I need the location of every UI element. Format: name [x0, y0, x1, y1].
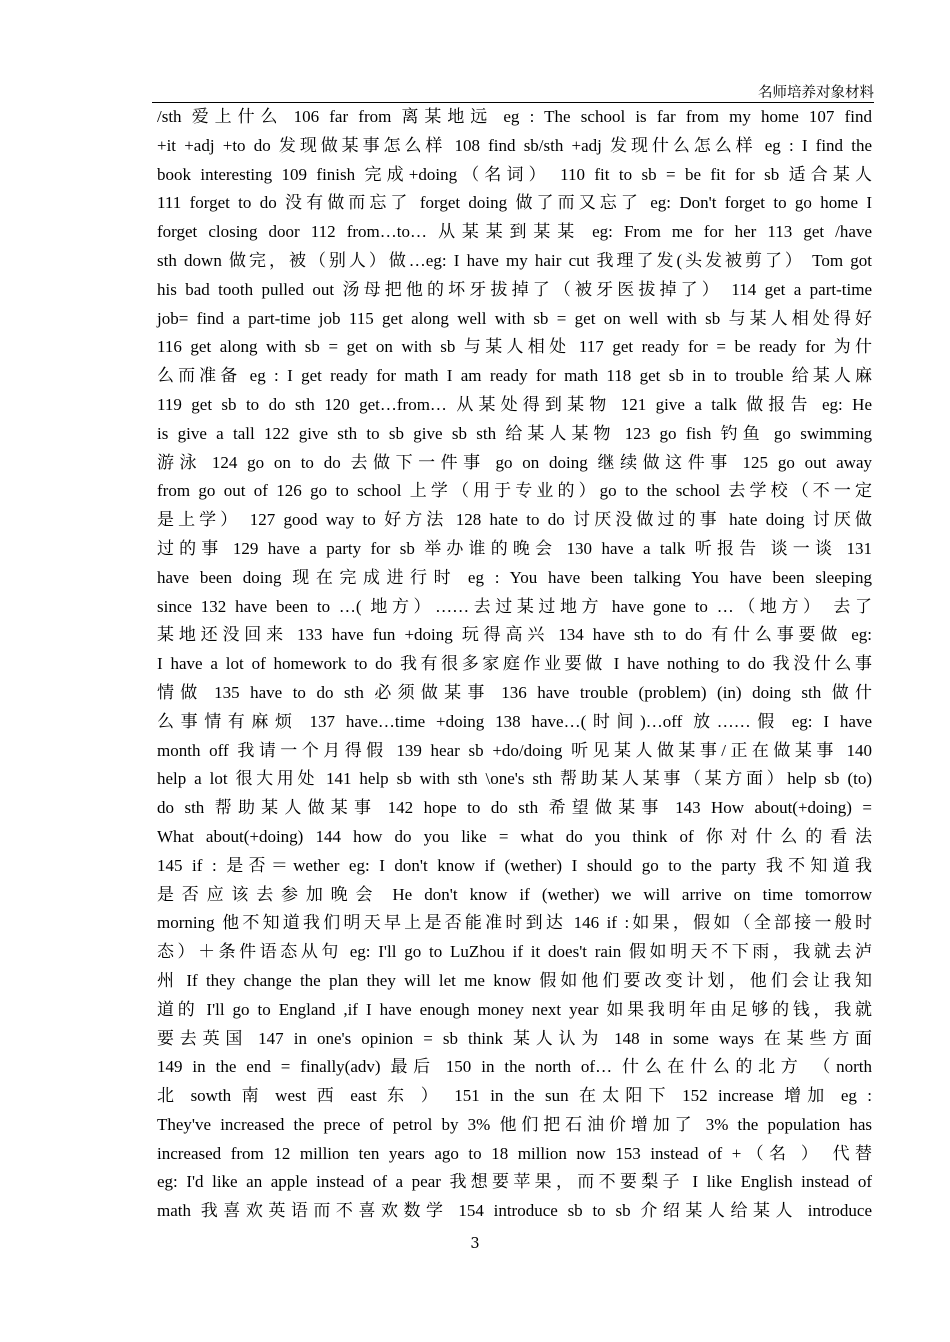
page-header — [152, 78, 874, 103]
text-line: 119 get sb to do sth 120 get…from… 从某处得到某物 121 give a talk 做报告 eg: He — [157, 394, 872, 414]
text-line: 是上学） 127 good way to 好方法 128 hate to do 讨厌没做过的事 hate doing 讨厌做 — [157, 510, 872, 530]
text-line: increased from 12 million ten years ago to 18 million now 153 instead of +（名 ） 代替 — [157, 1143, 872, 1163]
text-line: eg: I'd like an apple instead of a pear 我想要苹果，而不要梨子 I like English instead of — [157, 1172, 872, 1192]
text-line: 是否应该去参加晚会 He don't know if (wether) we will arrive on time tomorrow — [157, 884, 872, 904]
text-line: 么事情有麻烦 137 have…time +doing 138 have…(时间)…off 放……假 eg: I have — [157, 711, 872, 731]
text-line: +it +adj +to do 发现做某事怎么样 108 find sb/sth +adj 发现什么怎么样 eg : I find the — [157, 135, 872, 155]
text-line: 么而准备 eg : I get ready for math I am ready for math 118 get sb in to trouble 给某人麻 — [157, 366, 872, 386]
text-line: math 我喜欢英语而不喜欢数学 154 introduce sb to sb 介绍某人给某人 introduce — [157, 1201, 872, 1221]
text-line: 州 If they change the plan they will let me know 假如他们要改变计划，他们会让我知 — [157, 970, 872, 990]
page-number: 3 — [470, 1236, 480, 1252]
text-line: 149 in the end = finally(adv) 最后 150 in the north of… 什么在什么的北方 （north — [157, 1057, 872, 1077]
text-line: 要去英国 147 in one's opinion = sb think 某人认为 148 in some ways 在某些方面 — [157, 1028, 872, 1048]
text-line: morning 他不知道我们明天早上是否能准时到达 146 if :如果，假如（全部接一般时 — [157, 913, 872, 933]
text-line: 道的 I'll go to England ,if I have enough money next year 如果我明年由足够的钱，我就 — [157, 999, 872, 1019]
text-line: forget closing door 112 from…to… 从某某到某某 eg: From me for her 113 get /have — [157, 222, 872, 242]
text-line: /sth 爱上什么 106 far from 离某地远 eg : The school is far from my home 107 find — [157, 107, 872, 126]
text-line: help a lot 很大用处 141 help sb with sth \one's sth 帮助某人某事（某方面）help sb (to) — [157, 769, 872, 789]
text-line: since 132 have been to …( 地方）……去过某过地方 have gone to …（地方） 去了 — [157, 596, 872, 616]
text-line: 游泳 124 go on to do 去做下一件事 go on doing 继续做这件事 125 go out away — [157, 452, 872, 472]
text-line: month off 我请一个月得假 139 hear sb +do/doing 听见某人做某事/正在做某事 140 — [157, 740, 872, 760]
text-line: job= find a part-time job 115 get along well with sb = get on well with sb 与某人相处得好 — [157, 308, 872, 328]
text-line: his bad tooth pulled out 汤母把他的坏牙拔掉了（被牙医拔掉了） 114 get a part-time — [157, 279, 872, 299]
text-line: They've increased the prece of petrol by 3% 他们把石油价增加了 3% the population has — [157, 1114, 872, 1134]
text-line: from go out of 126 go to school 上学（用于专业的）go to the school 去学校（不一定 — [157, 481, 872, 501]
text-line: I have a lot of homework to do 我有很多家庭作业要做 I have nothing to do 我没什么事 — [157, 654, 872, 674]
text-line: 过的事 129 have a party for sb 举办谁的晚会 130 have a talk 听报告 谈一谈 131 — [157, 538, 872, 558]
text-line: 北 sowth 南 west 西 east 东 ） 151 in the sun 在太阳下 152 increase 增加 eg : — [157, 1086, 872, 1106]
text-line: 116 get along with sb = get on with sb 与某人相处 117 get ready for = be ready for 为什 — [157, 337, 872, 357]
text-line: sth down 做完，被（别人）做…eg: I have my hair cut 我理了发(头发被剪了） Tom got — [157, 250, 872, 270]
text-line: 态）＋条件语态从句 eg: I'll go to LuZhou if it does't rain 假如明天不下雨，我就去泸 — [157, 942, 872, 962]
text-line: 某地还没回来 133 have fun +doing 玩得高兴 134 have sth to do 有什么事要做 eg: — [157, 625, 872, 645]
text-line: have been doing 现在完成进行时 eg : You have been talking You have been sleeping — [157, 567, 872, 587]
text-line: What about(+doing) 144 how do you like = what do you think of 你对什么的看法 — [157, 826, 872, 846]
text-line: is give a tall 122 give sth to sb give sb sth 给某人某物 123 go fish 钓鱼 go swimming — [157, 423, 872, 443]
text-line: 111 forget to do 没有做而忘了 forget doing 做了而又忘了 eg: Don't forget to go home I — [157, 193, 872, 213]
text-line: book interesting 109 finish 完成+doing（名词） 110 fit to sb = be fit for sb 适合某人 — [157, 164, 872, 184]
text-line: 情做 135 have to do sth 必须做某事 136 have trouble (problem) (in) doing sth 做什 — [157, 682, 872, 702]
document-body — [157, 103, 872, 1226]
text-line: 145 if : 是否＝wether eg: I don't know if (wether) I should go to the party 我不知道我 — [157, 855, 872, 875]
header-title: 名师培养对象材料 — [758, 85, 874, 101]
text-line: do sth 帮助某人做某事 142 hope to do sth 希望做某事 143 How about(+doing) = — [157, 798, 872, 818]
